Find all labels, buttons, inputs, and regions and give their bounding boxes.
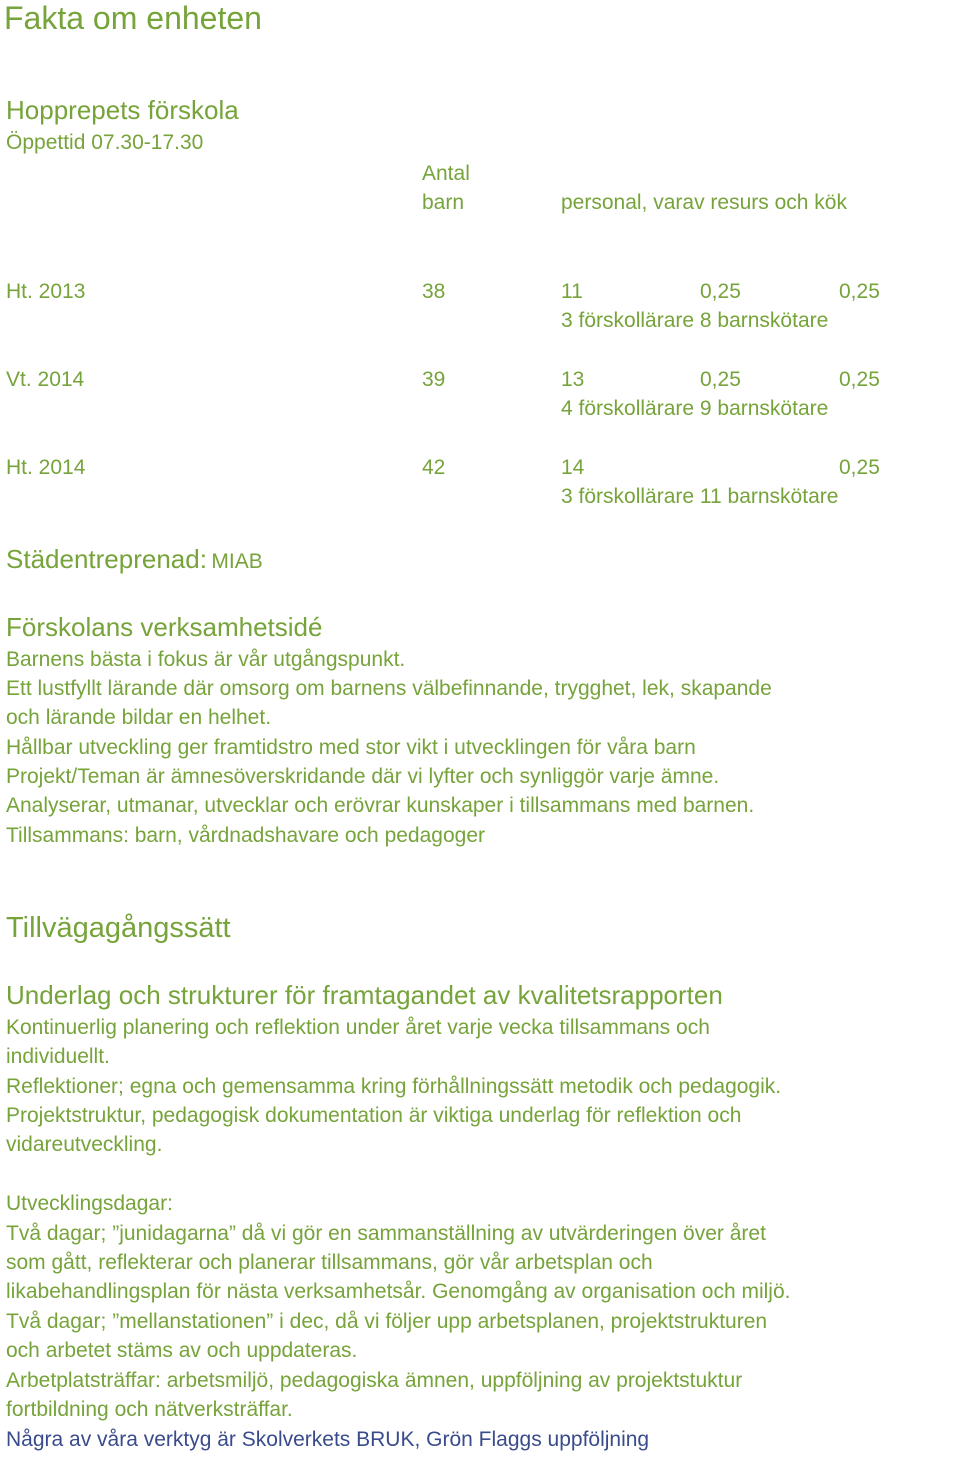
dev-days-line: likabehandlingsplan för nästa verksamhetsår. Genomgång av organisation och miljö. — [6, 1280, 791, 1303]
row-term: Ht. 2014 — [6, 456, 86, 479]
idea-line: och lärande bildar en helhet. — [6, 706, 272, 729]
idea-line: Tillsammans: barn, vårdnadshavare och pedagoger — [6, 824, 485, 847]
idea-heading: Förskolans verksamhetsidé — [6, 612, 323, 642]
cleaning-label: Städentreprenad: — [6, 544, 207, 574]
row-staff: 14 — [561, 456, 585, 479]
approach-line: vidareutveckling. — [6, 1133, 163, 1156]
dev-days-line: och arbetet stäms av och uppdateras. — [6, 1339, 358, 1362]
idea-line: Analyserar, utmanar, utvecklar och erövrar kunskaper i tillsammans med barnen. — [6, 794, 755, 817]
cleaning-line — [6, 546, 263, 572]
dev-days-heading: Utvecklingsdagar: — [6, 1192, 173, 1215]
row-kok: 0,25 — [839, 368, 880, 391]
col-header-staff: personal, varav resurs och kök — [561, 191, 847, 214]
cleaning-value: MIAB — [211, 550, 263, 573]
approach-heading: Tillvägagångssätt — [6, 912, 231, 944]
unit-name: Hopprepets förskola — [6, 95, 239, 125]
page-title: Fakta om enheten — [4, 0, 262, 36]
idea-line: Ett lustfyllt lärande där omsorg om barnens välbefinnande, trygghet, lek, skapande — [6, 677, 772, 700]
approach-line: Reflektioner; egna och gemensamma kring förhållningssätt metodik och pedagogik. — [6, 1075, 782, 1098]
row-resurs: 0,25 — [700, 280, 741, 303]
approach-line: Projektstruktur, pedagogisk dokumentation är viktiga underlag för reflektion och — [6, 1104, 742, 1127]
row-children: 39 — [422, 368, 446, 391]
idea-line: Hållbar utveckling ger framtidstro med stor vikt i utvecklingen för våra barn — [6, 736, 696, 759]
row-term: Ht. 2013 — [6, 280, 86, 303]
row-detail: 4 förskollärare 9 barnskötare — [561, 397, 829, 420]
dev-days-line: Två dagar; ”mellanstationen” i dec, då vi följer upp arbetsplanen, projektstrukturen — [6, 1310, 768, 1333]
approach-line: Kontinuerlig planering och reflektion under året varje vecka tillsammans och — [6, 1016, 710, 1039]
row-kok: 0,25 — [839, 456, 880, 479]
row-term: Vt. 2014 — [6, 368, 85, 391]
col-header-children-line1: Antal — [422, 162, 470, 185]
approach-subheading: Underlag och strukturer för framtagandet av kvalitetsrapporten — [6, 980, 723, 1010]
tools-line: Några av våra verktyg är Skolverkets BRUK, Grön Flaggs uppföljning — [6, 1428, 650, 1451]
idea-line: Barnens bästa i fokus är vår utgångspunkt. — [6, 648, 406, 671]
opening-hours: Öppettid 07.30-17.30 — [6, 131, 204, 154]
dev-days-line: Två dagar; ”junidagarna” då vi gör en sammanställning av utvärderingen över året — [6, 1222, 766, 1245]
row-staff: 13 — [561, 368, 585, 391]
row-children: 42 — [422, 456, 446, 479]
row-detail: 3 förskollärare 11 barnskötare — [561, 485, 839, 508]
dev-days-line: fortbildning och nätverksträffar. — [6, 1398, 293, 1421]
row-kok: 0,25 — [839, 280, 880, 303]
row-staff: 11 — [561, 280, 583, 303]
col-header-children-line2: barn — [422, 191, 465, 214]
row-resurs: 0,25 — [700, 368, 741, 391]
row-children: 38 — [422, 280, 446, 303]
dev-days-line: Arbetplatsträffar: arbetsmiljö, pedagogiska ämnen, uppföljning av projektstuktur — [6, 1369, 743, 1392]
row-detail: 3 förskollärare 8 barnskötare — [561, 309, 829, 332]
idea-line: Projekt/Teman är ämnesöverskridande där vi lyfter och synliggör varje ämne. — [6, 765, 720, 788]
dev-days-line: som gått, reflekterar och planerar tillsammans, gör vår arbetsplan och — [6, 1251, 653, 1274]
approach-line: individuellt. — [6, 1045, 110, 1068]
